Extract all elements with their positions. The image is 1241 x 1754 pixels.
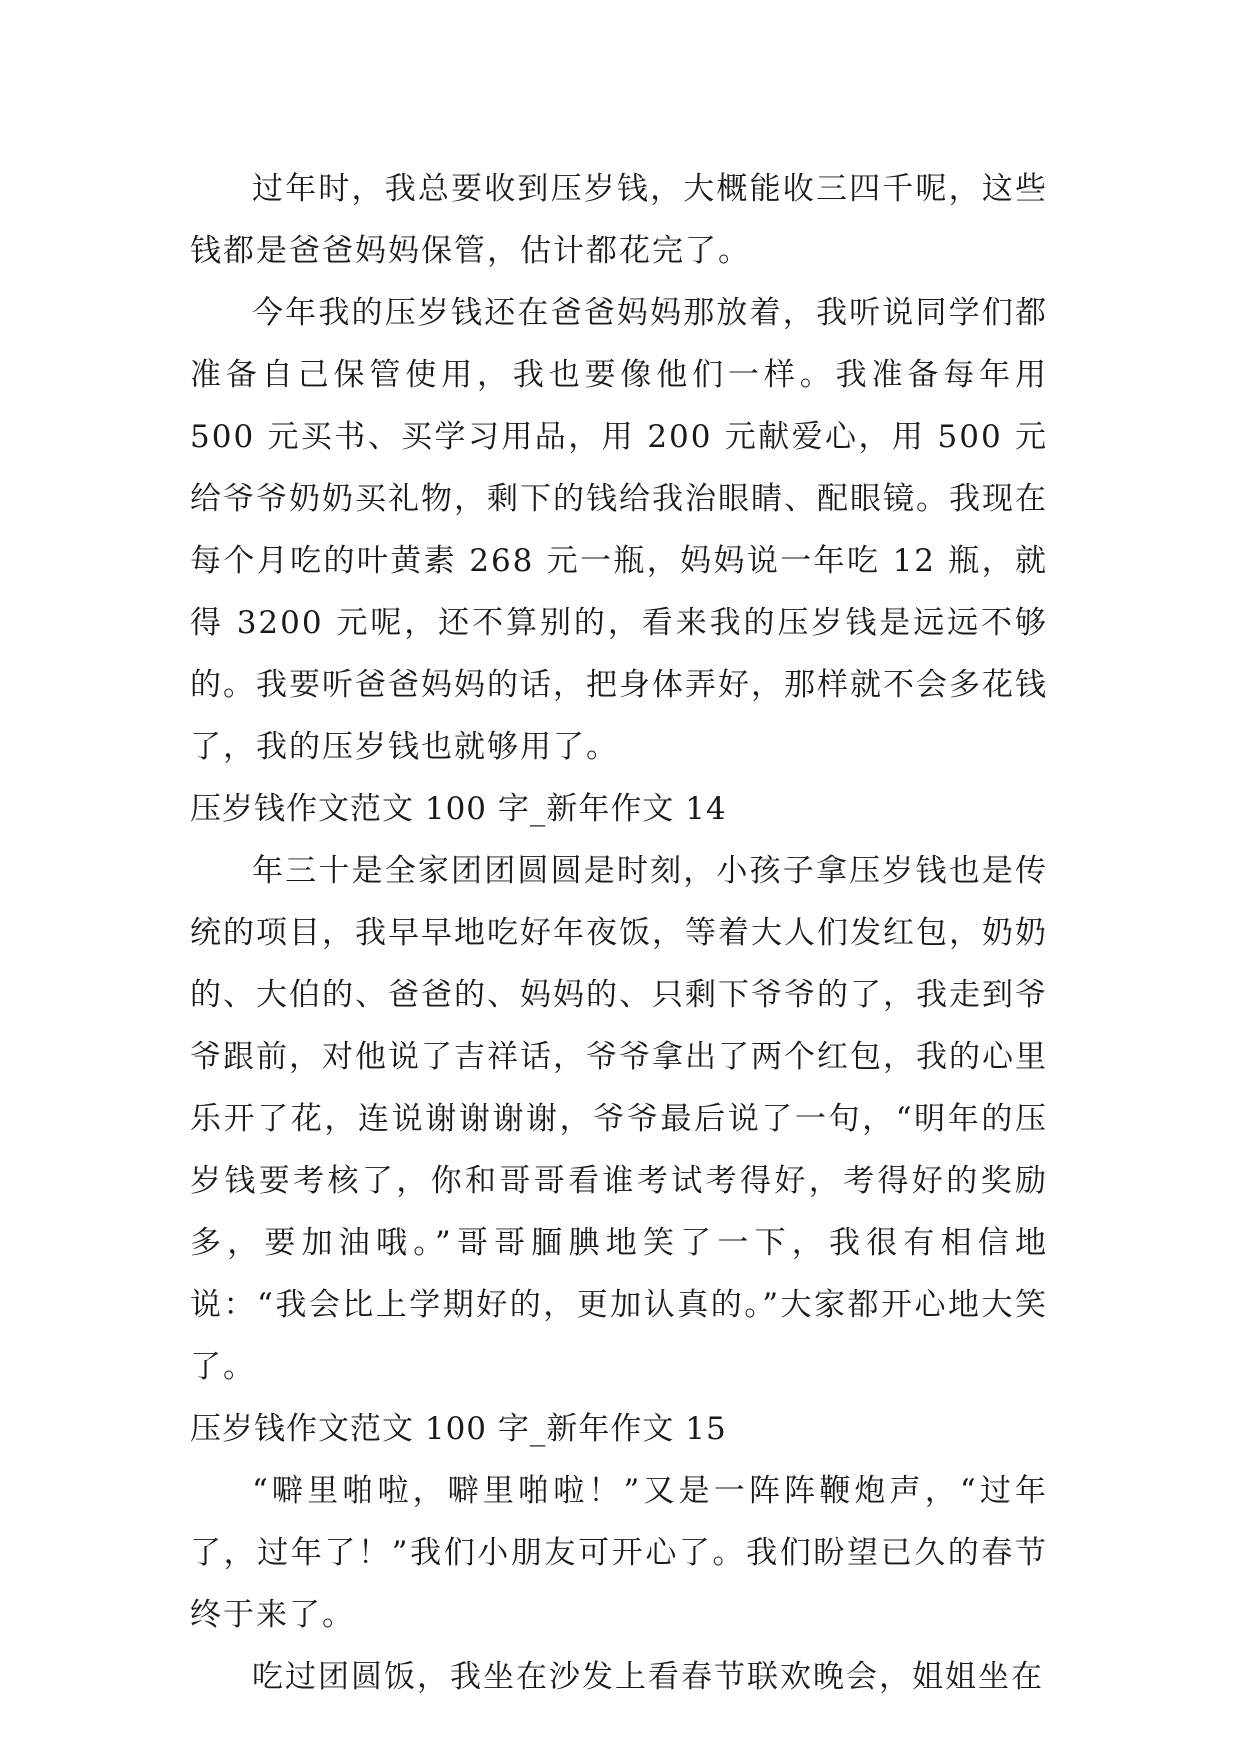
paragraph: 吃过团圆饭，我坐在沙发上看春节联欢晚会，姐姐坐在	[252, 1659, 1044, 1695]
paragraph: 今年我的压岁钱还在爸爸妈妈那放着，我听说同学们都准备自己保管使用，我也要像他们一样。我准备每年用 500 元买书、买学习用品，用 200 元献爱心，用 500 元给爷爷奶奶买礼物，剩下的钱给我治眼睛、配眼镜。我现在每个月吃的叶黄素 268 元一瓶，妈妈说一年吃 12 瓶，就得 3200 元呢，还不算别的，看来我的压岁钱是远远不够的。我要听爸爸妈妈的话，把身体弄好，那样就不会多花钱了，我的压岁钱也就够用了。	[190, 295, 1048, 765]
document-body	[190, 158, 1048, 1708]
paragraph: 年三十是全家团团圆圆是时刻，小孩子拿压岁钱也是传统的项目，我早早地吃好年夜饭，等着大人们发红包，奶奶的、大伯的、爸爸的、妈妈的、只剩下爷爷的了，我走到爷爷跟前，对他说了吉祥话，爷爷拿出了两个红包，我的心里乐开了花，连说谢谢谢谢，爷爷最后说了一句，“明年的压岁钱要考核了，你和哥哥看谁考试考得好，考得好的奖励多，要加油哦。”哥哥腼腆地笑了一下，我很有相信地说：“我会比上学期好的，更加认真的。”大家都开心地大笑了。	[190, 853, 1048, 1385]
paragraph: “噼里啪啦，噼里啪啦！”又是一阵阵鞭炮声，“过年了，过年了！”我们小朋友可开心了。我们盼望已久的春节终于来了。	[190, 1473, 1048, 1633]
paragraph: 过年时，我总要收到压岁钱，大概能收三四千呢，这些钱都是爸爸妈妈保管，估计都花完了。	[190, 171, 1048, 269]
section-heading: 压岁钱作文范文 100 字_新年作文 15	[190, 1411, 727, 1447]
section-heading: 压岁钱作文范文 100 字_新年作文 14	[190, 791, 727, 827]
